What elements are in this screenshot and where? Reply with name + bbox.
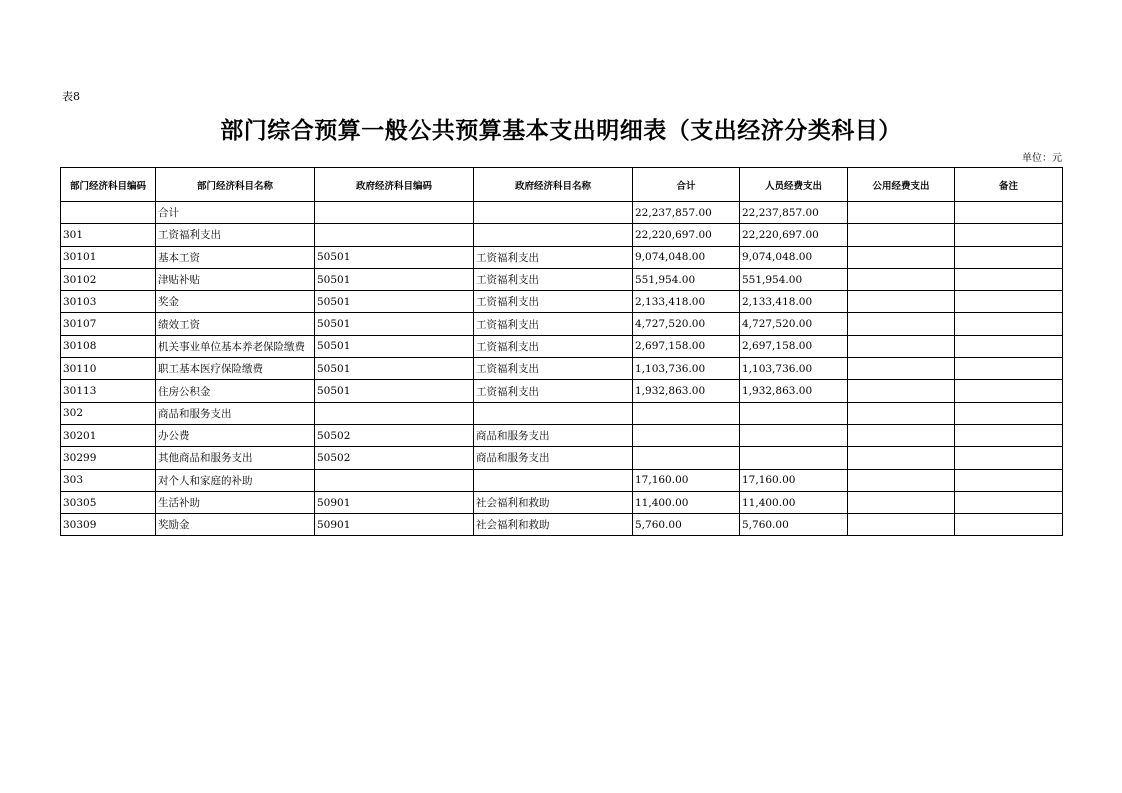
cell-dept-name: 办公费 [156, 424, 315, 446]
cell-gov-name: 工资福利支出 [474, 291, 633, 313]
cell-note [955, 447, 1063, 469]
cell-dept-name: 机关事业单位基本养老保险缴费 [156, 335, 315, 357]
cell-gov-name [474, 402, 633, 424]
cell-dept-code [61, 202, 156, 224]
cell-dept-name: 津贴补贴 [156, 268, 315, 290]
table-row [61, 514, 1063, 536]
table-header-row [61, 168, 1063, 202]
cell-public [848, 202, 955, 224]
cell-gov-name: 商品和服务支出 [474, 447, 633, 469]
cell-personnel [740, 447, 848, 469]
cell-personnel: 5,760.00 [740, 514, 848, 536]
cell-gov-name [474, 202, 633, 224]
cell-gov-name [474, 224, 633, 246]
cell-gov-code: 50901 [315, 491, 474, 513]
cell-public [848, 335, 955, 357]
cell-dept-name: 职工基本医疗保险缴费 [156, 358, 315, 380]
cell-personnel: 22,220,697.00 [740, 224, 848, 246]
cell-total: 2,133,418.00 [633, 291, 740, 313]
unit-label: 单位：元 [1022, 153, 1062, 164]
cell-dept-code: 30107 [61, 313, 156, 335]
cell-personnel: 2,133,418.00 [740, 291, 848, 313]
cell-total [633, 424, 740, 446]
cell-gov-name: 工资福利支出 [474, 335, 633, 357]
cell-gov-code: 50502 [315, 424, 474, 446]
cell-gov-name: 工资福利支出 [474, 358, 633, 380]
cell-note [955, 469, 1063, 491]
cell-gov-code: 50501 [315, 380, 474, 402]
cell-public [848, 447, 955, 469]
cell-dept-code: 30299 [61, 447, 156, 469]
cell-dept-code: 30110 [61, 358, 156, 380]
cell-gov-code: 50501 [315, 335, 474, 357]
header-note: 备注 [955, 168, 1063, 202]
cell-public [848, 358, 955, 380]
table-body [61, 202, 1063, 536]
cell-total: 1,103,736.00 [633, 358, 740, 380]
cell-gov-code: 50501 [315, 246, 474, 268]
cell-note [955, 402, 1063, 424]
header-gov-code: 政府经济科目编码 [315, 168, 474, 202]
table-row [61, 424, 1063, 446]
cell-personnel [740, 402, 848, 424]
cell-note [955, 268, 1063, 290]
cell-dept-code: 30201 [61, 424, 156, 446]
cell-total: 2,697,158.00 [633, 335, 740, 357]
cell-note [955, 246, 1063, 268]
cell-gov-code: 50501 [315, 358, 474, 380]
cell-dept-code: 30305 [61, 491, 156, 513]
cell-public [848, 313, 955, 335]
cell-total: 11,400.00 [633, 491, 740, 513]
cell-personnel: 11,400.00 [740, 491, 848, 513]
cell-total: 22,220,697.00 [633, 224, 740, 246]
cell-dept-name: 绩效工资 [156, 313, 315, 335]
cell-gov-name: 社会福利和救助 [474, 491, 633, 513]
cell-gov-code [315, 224, 474, 246]
table-row [61, 224, 1063, 246]
cell-public [848, 224, 955, 246]
header-total: 合计 [633, 168, 740, 202]
cell-total: 9,074,048.00 [633, 246, 740, 268]
cell-personnel: 22,237,857.00 [740, 202, 848, 224]
cell-note [955, 224, 1063, 246]
cell-personnel: 4,727,520.00 [740, 313, 848, 335]
cell-note [955, 424, 1063, 446]
cell-public [848, 268, 955, 290]
header-gov-name: 政府经济科目名称 [474, 168, 633, 202]
cell-gov-name: 社会福利和救助 [474, 514, 633, 536]
table-row [61, 447, 1063, 469]
cell-total: 17,160.00 [633, 469, 740, 491]
cell-note [955, 358, 1063, 380]
cell-gov-code: 50501 [315, 313, 474, 335]
table-row [61, 491, 1063, 513]
cell-gov-name: 工资福利支出 [474, 268, 633, 290]
cell-note [955, 514, 1063, 536]
page-title: 部门综合预算一般公共预算基本支出明细表（支出经济分类科目） [220, 118, 902, 144]
cell-dept-name: 对个人和家庭的补助 [156, 469, 315, 491]
cell-dept-code: 30103 [61, 291, 156, 313]
cell-note [955, 335, 1063, 357]
table-row [61, 358, 1063, 380]
cell-personnel: 1,103,736.00 [740, 358, 848, 380]
cell-dept-name: 基本工资 [156, 246, 315, 268]
cell-gov-code [315, 402, 474, 424]
cell-note [955, 313, 1063, 335]
cell-gov-name: 商品和服务支出 [474, 424, 633, 446]
cell-total: 551,954.00 [633, 268, 740, 290]
header-personnel: 人员经费支出 [740, 168, 848, 202]
cell-gov-code [315, 469, 474, 491]
cell-total: 5,760.00 [633, 514, 740, 536]
cell-gov-code [315, 202, 474, 224]
table-row [61, 291, 1063, 313]
header-public: 公用经费支出 [848, 168, 955, 202]
cell-public [848, 424, 955, 446]
cell-public [848, 402, 955, 424]
cell-gov-code: 50502 [315, 447, 474, 469]
cell-dept-code: 302 [61, 402, 156, 424]
cell-public [848, 469, 955, 491]
cell-public [848, 491, 955, 513]
table-row [61, 268, 1063, 290]
cell-dept-name: 生活补助 [156, 491, 315, 513]
table-row [61, 402, 1063, 424]
cell-personnel [740, 424, 848, 446]
cell-note [955, 380, 1063, 402]
cell-public [848, 380, 955, 402]
cell-dept-name: 其他商品和服务支出 [156, 447, 315, 469]
cell-public [848, 246, 955, 268]
cell-gov-code: 50501 [315, 268, 474, 290]
cell-gov-code: 50901 [315, 514, 474, 536]
cell-dept-name: 奖金 [156, 291, 315, 313]
table-row [61, 246, 1063, 268]
cell-dept-name: 商品和服务支出 [156, 402, 315, 424]
cell-dept-code: 30101 [61, 246, 156, 268]
table-row [61, 202, 1063, 224]
cell-total: 4,727,520.00 [633, 313, 740, 335]
cell-dept-code: 30102 [61, 268, 156, 290]
header-dept-name: 部门经济科目名称 [156, 168, 315, 202]
cell-dept-name: 工资福利支出 [156, 224, 315, 246]
cell-public [848, 514, 955, 536]
cell-total: 22,237,857.00 [633, 202, 740, 224]
cell-public [848, 291, 955, 313]
cell-personnel: 9,074,048.00 [740, 246, 848, 268]
cell-dept-name: 合计 [156, 202, 315, 224]
cell-dept-code: 303 [61, 469, 156, 491]
sheet-label: 表8 [62, 90, 80, 103]
cell-personnel: 17,160.00 [740, 469, 848, 491]
header-dept-code: 部门经济科目编码 [61, 168, 156, 202]
cell-dept-code: 30108 [61, 335, 156, 357]
cell-gov-name: 工资福利支出 [474, 313, 633, 335]
cell-total [633, 447, 740, 469]
cell-dept-code: 30113 [61, 380, 156, 402]
cell-personnel: 2,697,158.00 [740, 335, 848, 357]
cell-personnel: 1,932,863.00 [740, 380, 848, 402]
cell-total: 1,932,863.00 [633, 380, 740, 402]
cell-note [955, 491, 1063, 513]
cell-dept-code: 30309 [61, 514, 156, 536]
cell-gov-name [474, 469, 633, 491]
cell-dept-name: 住房公积金 [156, 380, 315, 402]
cell-note [955, 202, 1063, 224]
cell-gov-code: 50501 [315, 291, 474, 313]
cell-dept-name: 奖励金 [156, 514, 315, 536]
cell-gov-name: 工资福利支出 [474, 246, 633, 268]
table-row [61, 469, 1063, 491]
table-row [61, 313, 1063, 335]
cell-dept-code: 301 [61, 224, 156, 246]
cell-total [633, 402, 740, 424]
table-row [61, 380, 1063, 402]
budget-detail-table [60, 167, 1063, 536]
table-row [61, 335, 1063, 357]
cell-note [955, 291, 1063, 313]
cell-personnel: 551,954.00 [740, 268, 848, 290]
cell-gov-name: 工资福利支出 [474, 380, 633, 402]
